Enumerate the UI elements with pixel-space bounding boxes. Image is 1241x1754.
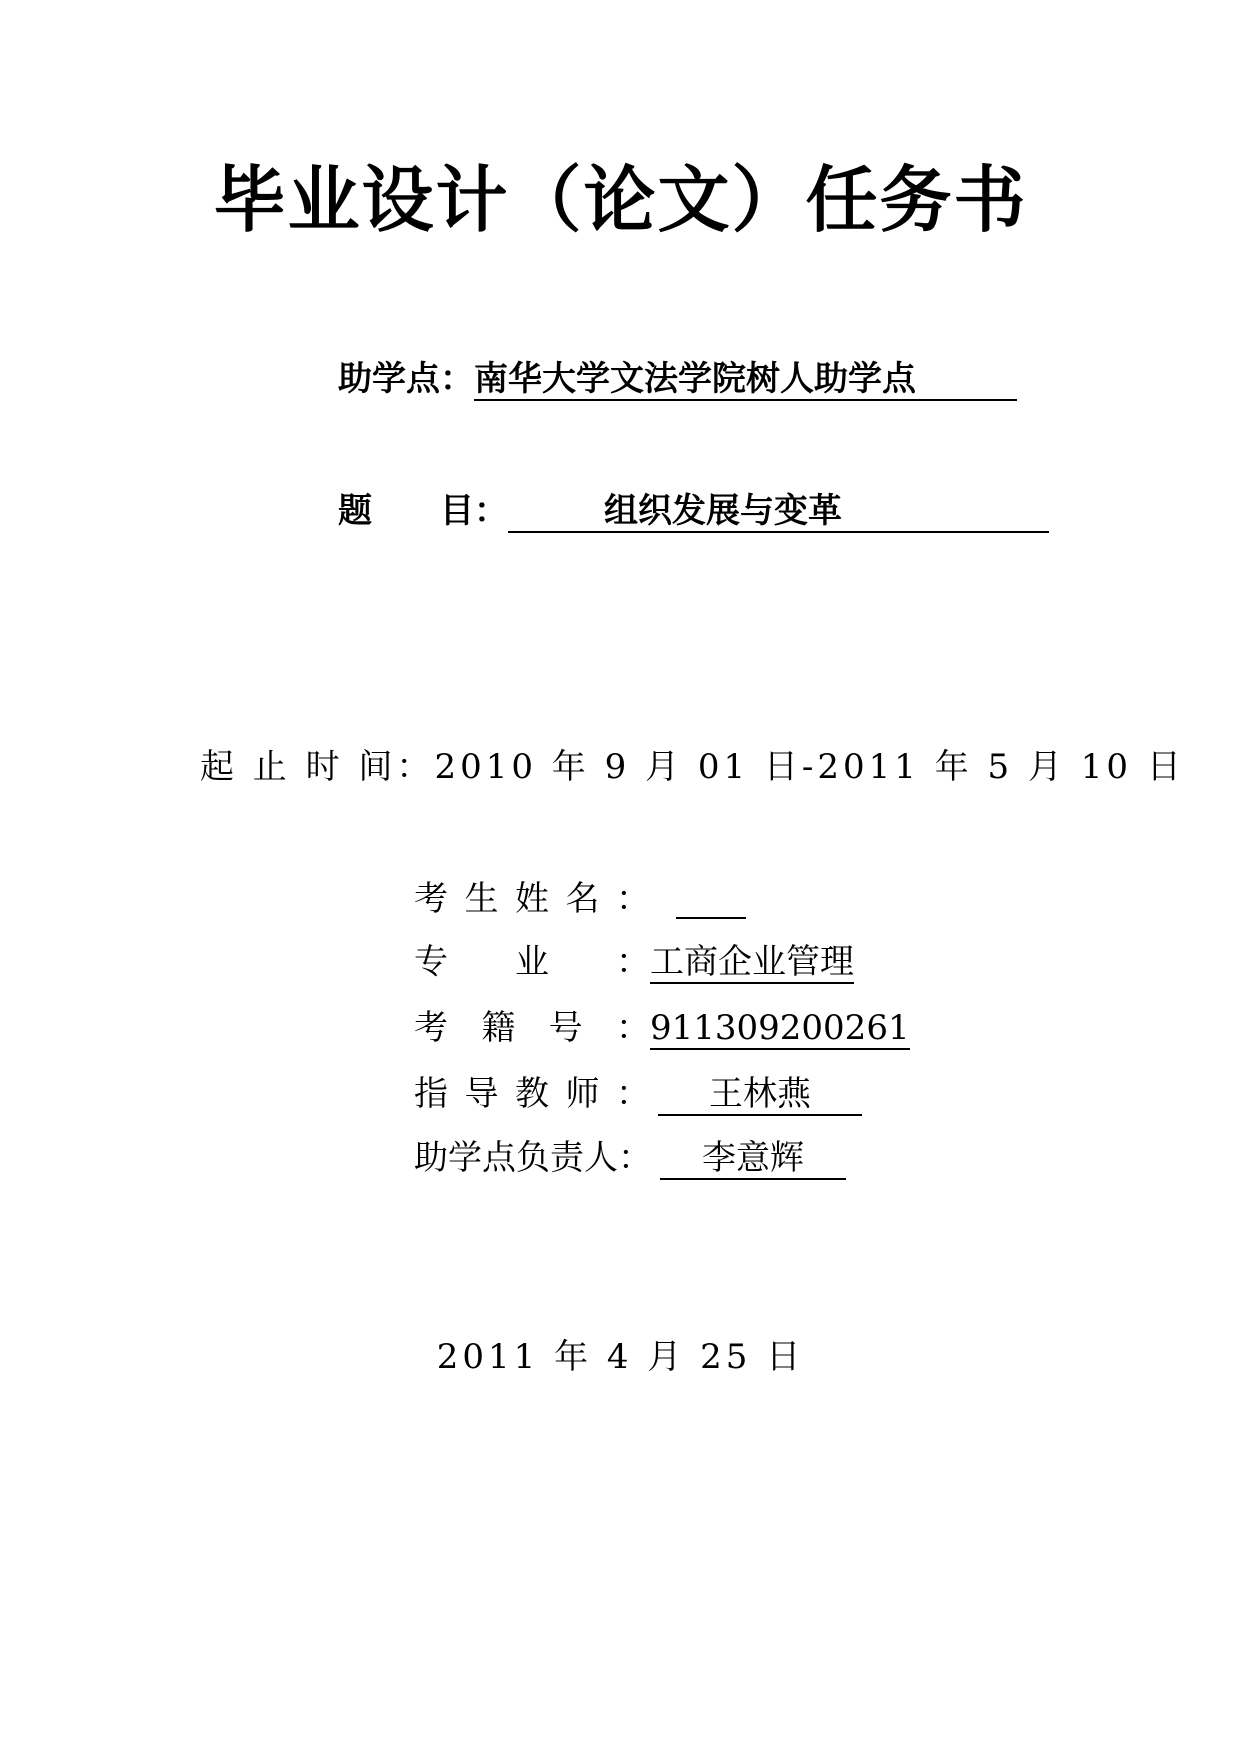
exam-id-label: 考籍号： — [414, 1008, 650, 1048]
document-date: 2011 年 4 月 25 日 — [436, 1337, 805, 1377]
topic-label: 题 目： — [338, 491, 508, 531]
page-title: 毕业设计（论文）任务书 — [213, 158, 1028, 242]
major-label: 专业： — [414, 942, 650, 982]
center-head-label: 助学点负责人： — [414, 1138, 652, 1178]
study-center-row — [338, 357, 1017, 401]
student-name-value — [676, 877, 746, 919]
topic-row — [338, 489, 1049, 533]
center-head-row — [414, 1136, 846, 1180]
study-center-label: 助学点： — [338, 359, 474, 399]
study-center-value: 南华大学文法学院树人助学点 — [474, 359, 1017, 401]
advisor-label: 指导教师： — [414, 1074, 650, 1114]
advisor-row — [414, 1072, 862, 1116]
student-name-label: 考生姓名： — [414, 879, 650, 919]
exam-id-value: 911309200261 — [650, 1008, 910, 1048]
topic-value: 组织发展与变革 — [508, 491, 1049, 533]
period-row — [200, 745, 1185, 789]
advisor-value: 王林燕 — [658, 1074, 862, 1116]
exam-id-row — [414, 1006, 910, 1050]
center-head-value: 李意辉 — [660, 1138, 846, 1180]
student-name-row — [414, 877, 746, 921]
period-label: 起 止 时 间： — [200, 747, 435, 787]
major-row — [414, 940, 854, 984]
period-value: 2010 年 9 月 01 日-2011 年 5 月 10 日 — [434, 747, 1185, 787]
major-value: 工商企业管理 — [650, 942, 854, 982]
